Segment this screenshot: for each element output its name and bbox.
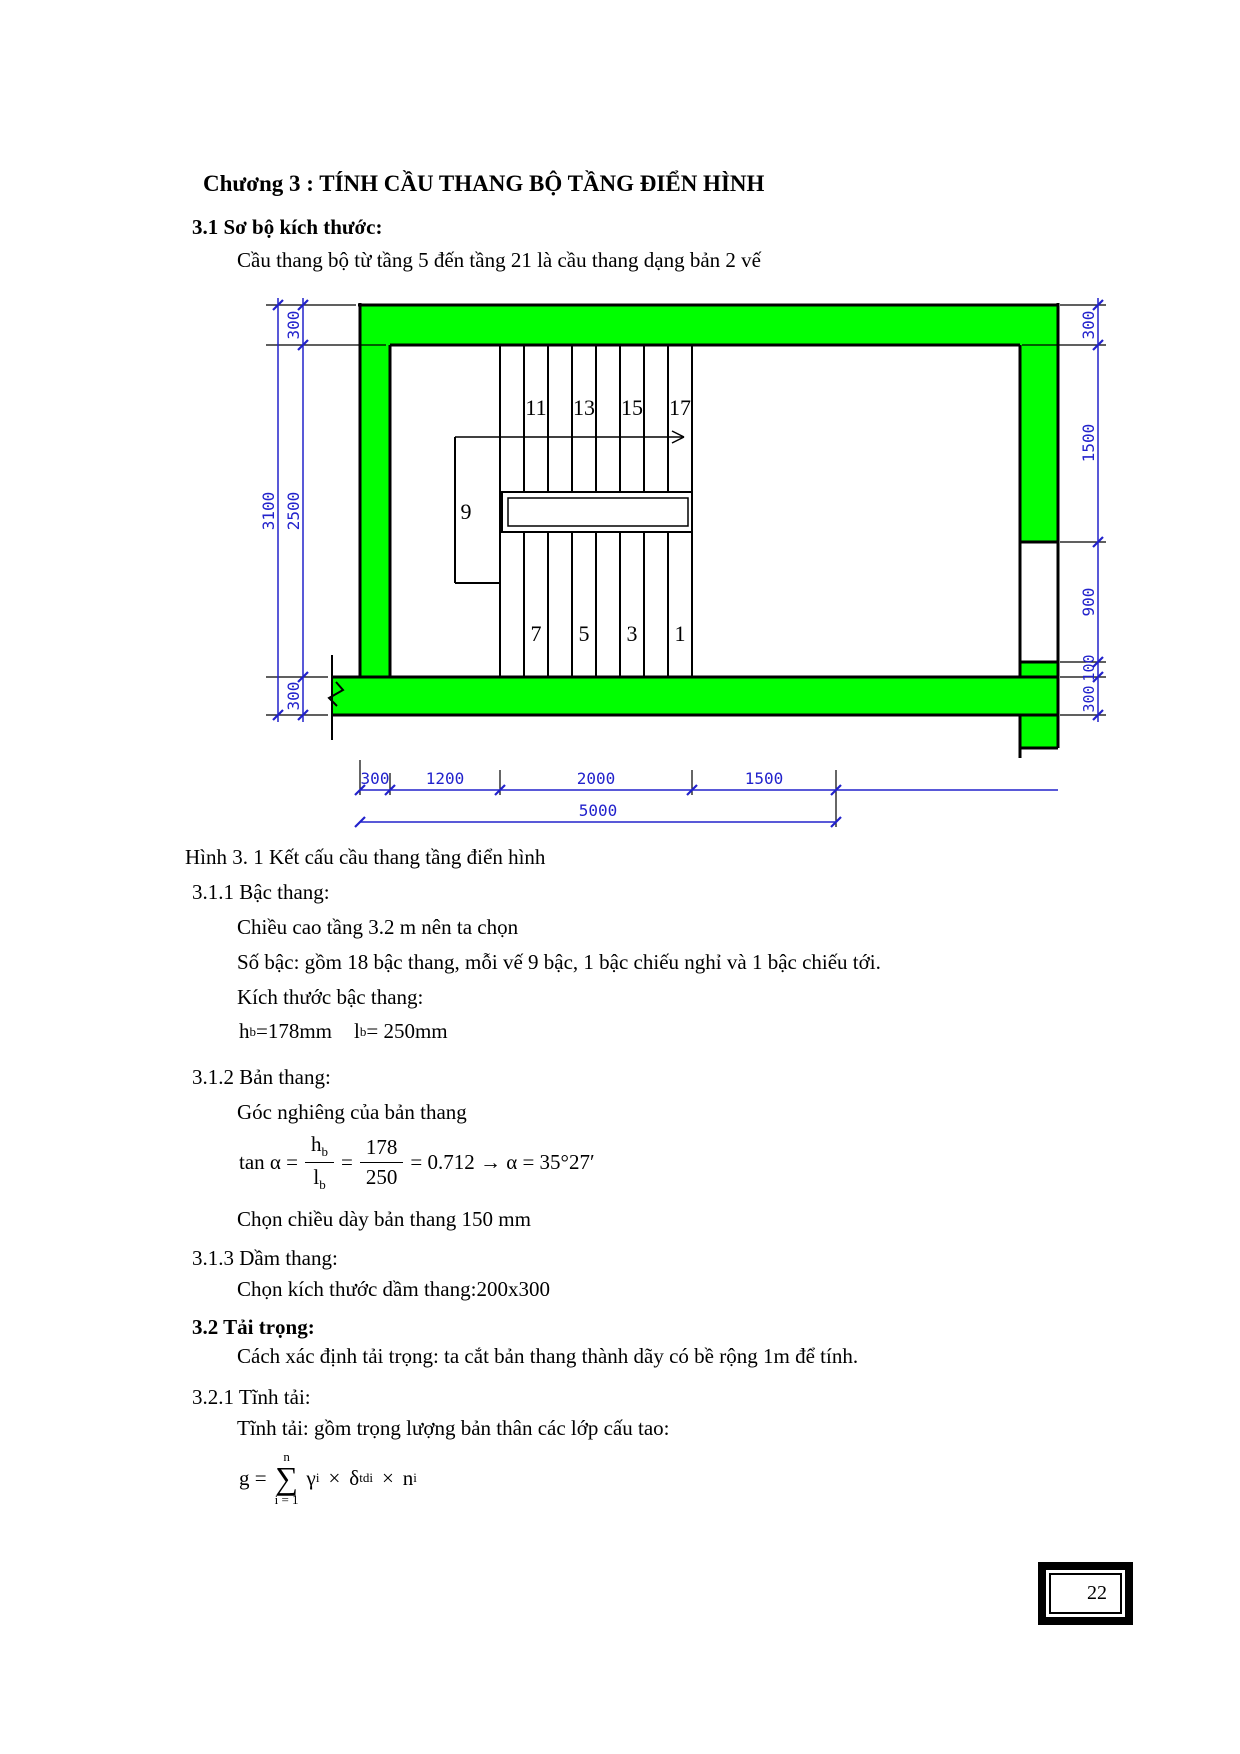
var-gamma: γ [306,1465,316,1490]
section-3-2-heading: 3.2 Tải trọng: [192,1315,315,1339]
direction-arrow [455,431,684,443]
body-line: Cách xác định tải trọng: ta cắt bản thang thành dãy có bề rộng 1m để tính. [237,1344,859,1368]
body-line: Chọn kích thước dầm thang:200x300 [237,1277,550,1301]
sub-b: b [359,1023,367,1039]
dim-bottom: 1500 [744,769,784,788]
sub-i: i [413,1470,417,1486]
extension-lines-group [266,305,1106,827]
sub-b: b [319,1177,326,1193]
sigma-upper-limit: n [283,1449,290,1464]
section-3-2-1-heading: 3.2.1 Tĩnh tải: [192,1385,311,1409]
body-line: Góc nghiêng của bản thang [237,1100,467,1124]
var-h: h [311,1132,322,1156]
walls-group [332,305,1058,748]
var-l: l [313,1165,320,1190]
dim-right: 300 [1079,310,1098,340]
sub-tdi: tdi [359,1470,373,1486]
value-lb: = 250mm [366,1019,448,1043]
formula-dead-load [239,1450,417,1506]
body-line: Chiều cao tầng 3.2 m nên ta chọn [237,915,519,939]
sigma-glyph: ∑ [275,1460,298,1496]
body-line: Chọn chiều dày bản thang 150 mm [237,1207,531,1231]
step-number: 1 [674,621,686,646]
page-number-box [1038,1562,1133,1625]
step-number: 15 [621,395,643,420]
dim-left: 300 [284,310,303,340]
dimension-lines-group [273,298,1103,827]
step-number: 5 [578,621,590,646]
step-number: 17 [669,395,691,420]
dim-bottom: 2000 [576,769,616,788]
dim-left: 2500 [284,491,303,531]
step-number: 3 [626,621,638,646]
body-line: Số bậc: gồm 18 bậc thang, mỗi vế 9 bậc, 1 bậc chiếu nghỉ và 1 bậc chiếu tới. [237,950,881,974]
g-lhs: g = [239,1465,267,1490]
figure-caption: Hình 3. 1 Kết cấu cầu thang tầng điển hình [185,845,546,869]
sub-i: i [315,1470,320,1486]
dim-right: 300 [1080,685,1098,713]
dim-right: 1500 [1079,423,1098,463]
var-h: h [239,1019,250,1043]
section-3-1-1-heading: 3.1.1 Bậc thang: [192,880,330,904]
section-3-1-heading: 3.1 Sơ bộ kích thước: [192,215,383,239]
dim-bottom: 1200 [425,769,465,788]
dimension-ticks [273,300,1103,827]
var-delta: δ [349,1465,360,1490]
times-sign: × [328,1465,341,1490]
times-sign: × [381,1465,394,1490]
stair-plan-figure [240,270,1120,840]
page-number: 22 [1049,1573,1122,1614]
tan-result: = 0.712 → α = 35°27′ [410,1150,595,1175]
dim-bottom: 300 [360,769,390,788]
sub-b: b [321,1144,329,1160]
fraction-hb-lb [305,1132,334,1193]
equals-sign: = [341,1150,353,1175]
chapter-title: Chương 3 : TÍNH CẦU THANG BỘ TẦNG ĐIỂN HÌNH [203,171,765,196]
dim-right: 900 [1079,587,1098,617]
denominator: 250 [365,1165,398,1190]
summation-symbol [275,1450,299,1506]
dim-left-total: 3100 [259,491,278,531]
numerator: 178 [360,1135,404,1163]
var-l: l [354,1019,360,1043]
dim-bottom-total: 5000 [578,801,618,820]
landing-number: 9 [460,499,472,524]
dim-left: 300 [284,681,303,711]
tan-lhs: tan α = [239,1150,299,1175]
sigma-lower-limit: i = 1 [274,1492,299,1508]
fraction-178-250 [360,1135,404,1190]
sub-b: b [249,1023,256,1039]
var-n: n [402,1465,414,1490]
value-hb: =178mm [256,1019,333,1043]
step-number: 7 [530,621,542,646]
section-3-1-2-heading: 3.1.2 Bản thang: [192,1065,331,1089]
body-line: Tĩnh tải: gồm trọng lượng bản thân các lớp cấu tao: [237,1416,670,1440]
formula-step-size [239,1019,448,1044]
intro-line: Cầu thang bộ từ tầng 5 đến tầng 21 là cầu thang dạng bản 2 vế [237,248,761,272]
step-number: 13 [573,395,595,420]
body-line: Kích thước bậc thang: [237,985,424,1009]
formula-tan-alpha [239,1132,595,1193]
step-number: 11 [525,395,547,420]
section-3-1-3-heading: 3.1.3 Dầm thang: [192,1246,338,1270]
dim-right: 100 [1080,654,1098,682]
